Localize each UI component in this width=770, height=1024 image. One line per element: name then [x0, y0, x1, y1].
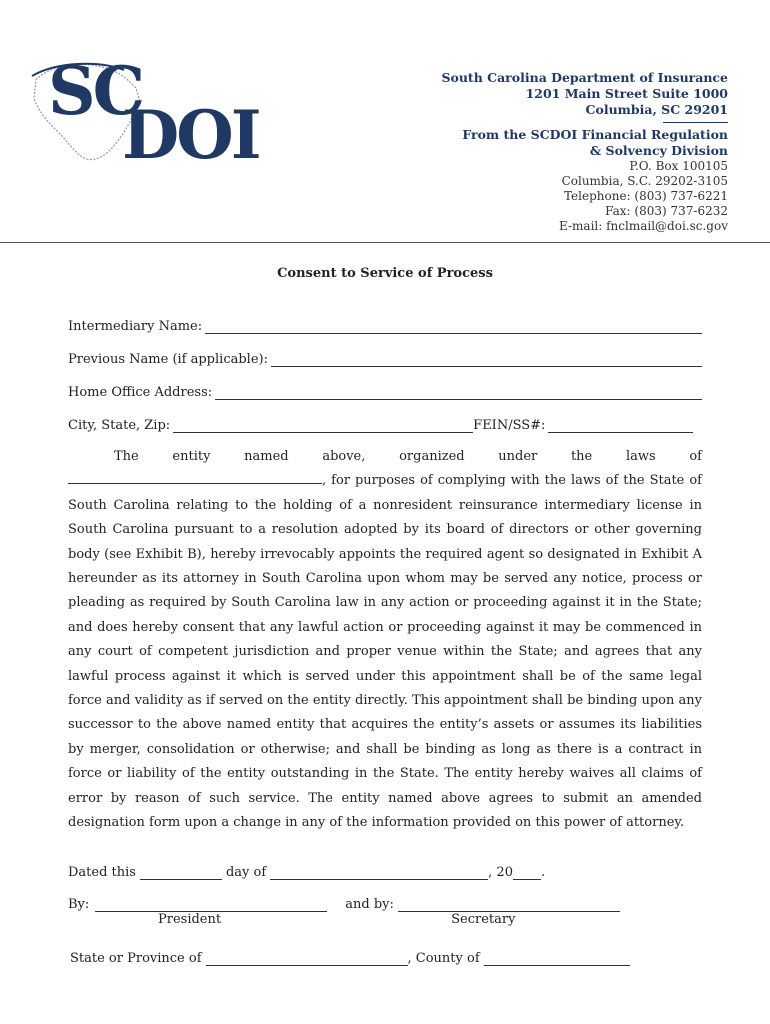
intermediary-name-field[interactable] — [205, 321, 702, 334]
city-address: Columbia, SC 29201 — [585, 102, 728, 117]
form-body — [68, 266, 702, 966]
intermediary-name-label: Intermediary Name: — [68, 319, 203, 334]
fax: Fax: (803) 737-6232 — [605, 204, 728, 218]
day-field[interactable] — [140, 867, 222, 880]
letterhead-rule — [0, 242, 770, 243]
city-state-zip-row — [68, 400, 702, 433]
previous-name-label: Previous Name (if applicable): — [68, 352, 268, 367]
division-contact — [441, 159, 728, 234]
signature-captions — [68, 912, 702, 932]
secretary-caption: Secretary — [451, 911, 516, 927]
president-signature-field[interactable] — [95, 899, 327, 912]
fein-label: FEIN/SS#: — [473, 418, 546, 433]
secretary-signature-field[interactable] — [398, 899, 620, 912]
form-title: Consent to Service of Process — [277, 266, 493, 281]
email: E-mail: fnclmail@doi.sc.gov — [559, 219, 728, 233]
consent-paragraph — [68, 445, 702, 836]
president-caption: President — [158, 911, 222, 927]
para-body: for purposes of complying with the laws of the State of South Carolina relating to the holding of a nonresident reinsurance intermediary license in South Carolina pursuant to a resolution adopted by its board of directors or other governing body (see Exhibit B), hereby irrevocably appoints the required agent so designated in Exhibit A hereunder as its attorney in South Carolina upon whom may be served any notice, process or pleading as required by South Carolina law in any action or proceeding against it in the State; and does hereby consent that any lawful action or proceeding against it may be commenced in any court of competent jurisdiction and proper venue within the State; and agrees that any lawful process against it which is served under this appointment shall be of the same legal force and validity as if served on the entity directly. This appointment shall be binding upon any successor to the above named entity that acquires the entity’s assets or assumes its liabilities by merger, consolidation or otherwise; and shall be binding as long as there is a contract in force or liability of the entity outstanding in the State. The entity hereby waives all claims of error by reason of such service. The entity named above agrees to submit an amended designation form upon a change in any of the information provided on this power of attorney. — [68, 473, 702, 831]
home-office-field[interactable] — [215, 387, 702, 400]
and-by-label: and by: — [345, 896, 394, 912]
po-box: P.O. Box 100105 — [629, 159, 728, 173]
day-of-label: day of — [225, 864, 267, 880]
year-prefix: , 20 — [488, 864, 513, 880]
month-field[interactable] — [270, 867, 488, 880]
telephone: Telephone: (803) 737-6221 — [563, 189, 728, 203]
header-divider — [663, 122, 728, 123]
division-line-2: & Solvency Division — [589, 143, 728, 158]
previous-name-row — [68, 334, 702, 367]
state-field[interactable] — [206, 953, 408, 966]
county-label: , County of — [407, 950, 480, 966]
by-label: By: — [68, 896, 90, 912]
para-comma: , — [322, 473, 327, 489]
po-city: Columbia, S.C. 29202-3105 — [561, 174, 728, 188]
para-start: The entity named above, organized under the laws of — [114, 449, 702, 464]
dated-this-label: Dated this — [68, 864, 136, 880]
state-county-row — [68, 946, 702, 966]
department-address — [441, 70, 728, 118]
state-label: State or Province of — [70, 950, 202, 966]
intermediary-name-row — [68, 301, 702, 334]
dated-row — [68, 856, 702, 880]
logo-doi-text: DOI — [122, 96, 259, 174]
signature-row — [68, 892, 702, 912]
city-state-zip-field[interactable] — [173, 420, 473, 433]
city-state-zip-label: City, State, Zip: — [68, 418, 171, 433]
year-field[interactable] — [513, 867, 541, 880]
laws-of-field[interactable] — [68, 471, 322, 484]
division-line-1: From the SCDOI Financial Regulation — [462, 127, 728, 142]
home-office-row — [68, 367, 702, 400]
home-office-label: Home Office Address: — [68, 385, 213, 400]
division-name — [441, 127, 728, 159]
department-name: South Carolina Department of Insurance — [441, 70, 728, 85]
logo-sc-text: SC — [48, 52, 143, 130]
fein-field[interactable] — [548, 420, 693, 433]
year-suffix: . — [540, 864, 546, 880]
letterhead-contact — [441, 70, 728, 234]
previous-name-field[interactable] — [271, 354, 702, 367]
scdoi-logo — [28, 52, 268, 174]
street-address: 1201 Main Street Suite 1000 — [525, 86, 728, 101]
county-field[interactable] — [484, 953, 630, 966]
